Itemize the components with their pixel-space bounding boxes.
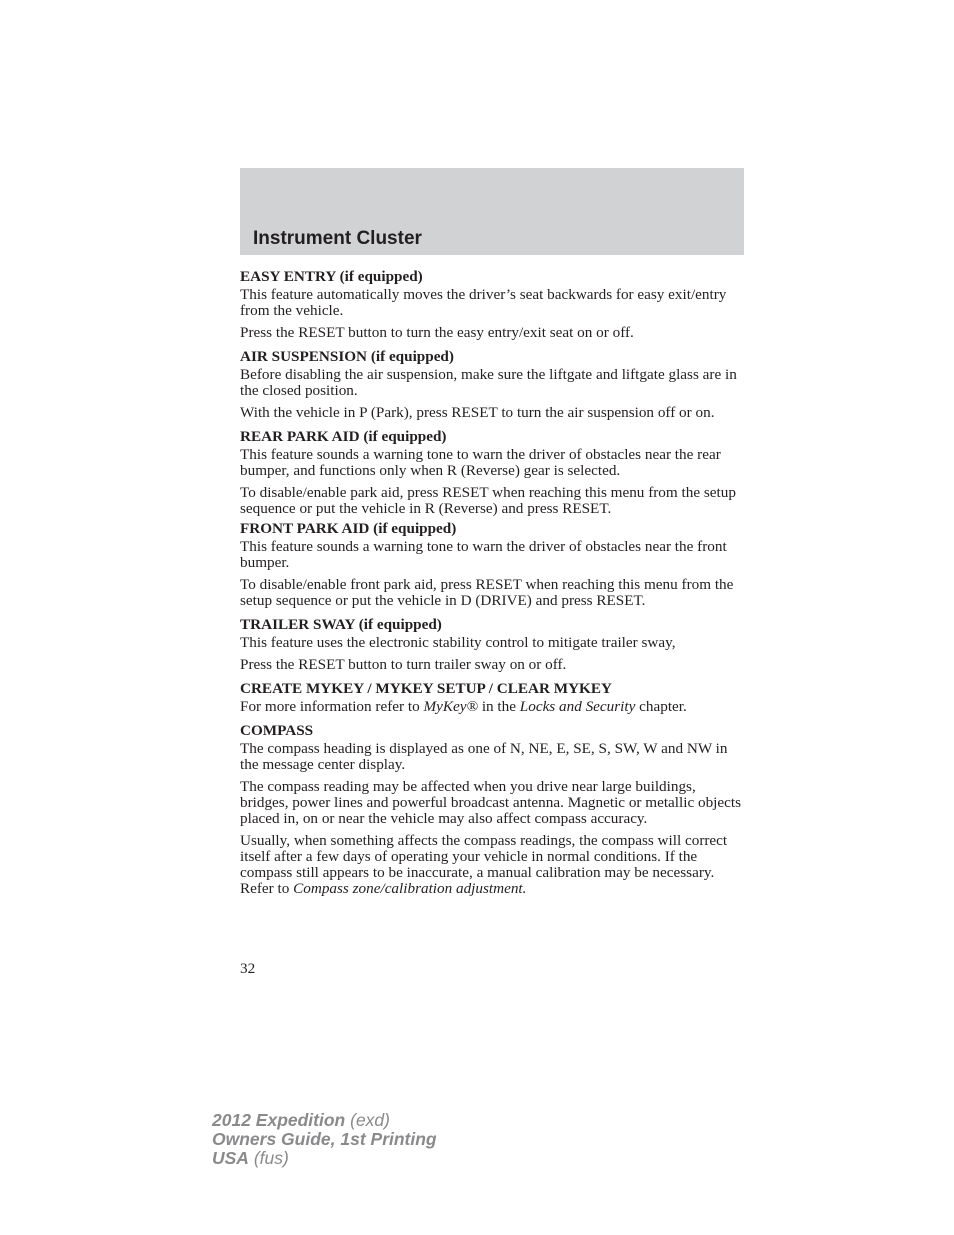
document-footer [212, 1111, 437, 1168]
compass-description: The compass heading is displayed as one of N, NE, E, SE, S, SW, W and NW in the message center display. [240, 740, 728, 773]
front-park-aid-description: This feature sounds a warning tone to warn the driver of obstacles near the front bumper. [240, 538, 727, 571]
air-suspension-instruction: With the vehicle in P (Park), press RESET to turn the air suspension off or on. [240, 404, 715, 421]
front-park-aid-heading: FRONT PARK AID (if equipped) [240, 520, 457, 537]
mykey-reference: MyKey® [423, 698, 479, 715]
mykey-section [240, 679, 744, 715]
rear-park-aid-description: This feature sounds a warning tone to warn the driver of obstacles near the rear bumper, and functions only when R (Reverse) gear is selected. [240, 446, 721, 479]
page-number: 32 [240, 960, 256, 977]
air-suspension-heading: AIR SUSPENSION (if equipped) [240, 348, 454, 365]
air-suspension-section [240, 347, 744, 421]
section-title: Instrument Cluster [253, 228, 422, 249]
trailer-sway-description: This feature uses the electronic stability control to mitigate trailer sway, [240, 634, 676, 651]
footer-region-line: USA (fus) [212, 1148, 289, 1168]
compass-section [240, 721, 744, 897]
mykey-description: For more information refer to MyKey® in the Locks and Security chapter. [240, 698, 687, 715]
mykey-heading: CREATE MYKEY / MYKEY SETUP / CLEAR MYKEY [240, 680, 612, 697]
front-park-aid-instruction: To disable/enable front park aid, press RESET when reaching this menu from the setup sequence or put the vehicle in D (DRIVE) and press RESET. [240, 576, 734, 609]
footer-printing-line: Owners Guide, 1st Printing [212, 1129, 437, 1149]
compass-calibration-reference: Compass zone/calibration adjustment. [293, 880, 527, 897]
air-suspension-description: Before disabling the air suspension, make sure the liftgate and liftgate glass are in the closed position. [240, 366, 737, 399]
page-content [240, 267, 744, 903]
footer-model-line: 2012 Expedition (exd) [212, 1110, 390, 1130]
trailer-sway-heading: TRAILER SWAY (if equipped) [240, 616, 442, 633]
rear-park-aid-heading: REAR PARK AID (if equipped) [240, 428, 447, 445]
front-park-aid-section [240, 519, 744, 609]
compass-heading: COMPASS [240, 722, 314, 739]
compass-calibration-note: Usually, when something affects the compass readings, the compass will correct itself after a few days of operating your vehicle in normal conditions. If the compass still appears to be inaccurate, a manual calibration may be necessary. Refer to Compass zone/calibration adjustment. [240, 832, 728, 897]
easy-entry-instruction: Press the RESET button to turn the easy entry/exit seat on or off. [240, 324, 634, 341]
compass-interference: The compass reading may be affected when you drive near large buildings, bridges, power lines and powerful broadcast antenna. Magnetic or metallic objects placed in, on or near the vehicle may also affect compass accuracy. [240, 778, 742, 827]
trailer-sway-section [240, 615, 744, 673]
rear-park-aid-instruction: To disable/enable park aid, press RESET when reaching this menu from the setup sequence or put the vehicle in R (Reverse) and press RESET. [240, 484, 736, 517]
easy-entry-description: This feature automatically moves the driver’s seat backwards for easy exit/entry from the vehicle. [240, 286, 727, 319]
easy-entry-heading: EASY ENTRY (if equipped) [240, 268, 423, 285]
easy-entry-section [240, 267, 744, 341]
trailer-sway-instruction: Press the RESET button to turn trailer sway on or off. [240, 656, 567, 673]
rear-park-aid-section [240, 427, 744, 517]
locks-security-reference: Locks and Security [519, 698, 636, 715]
section-header-band [240, 168, 744, 255]
